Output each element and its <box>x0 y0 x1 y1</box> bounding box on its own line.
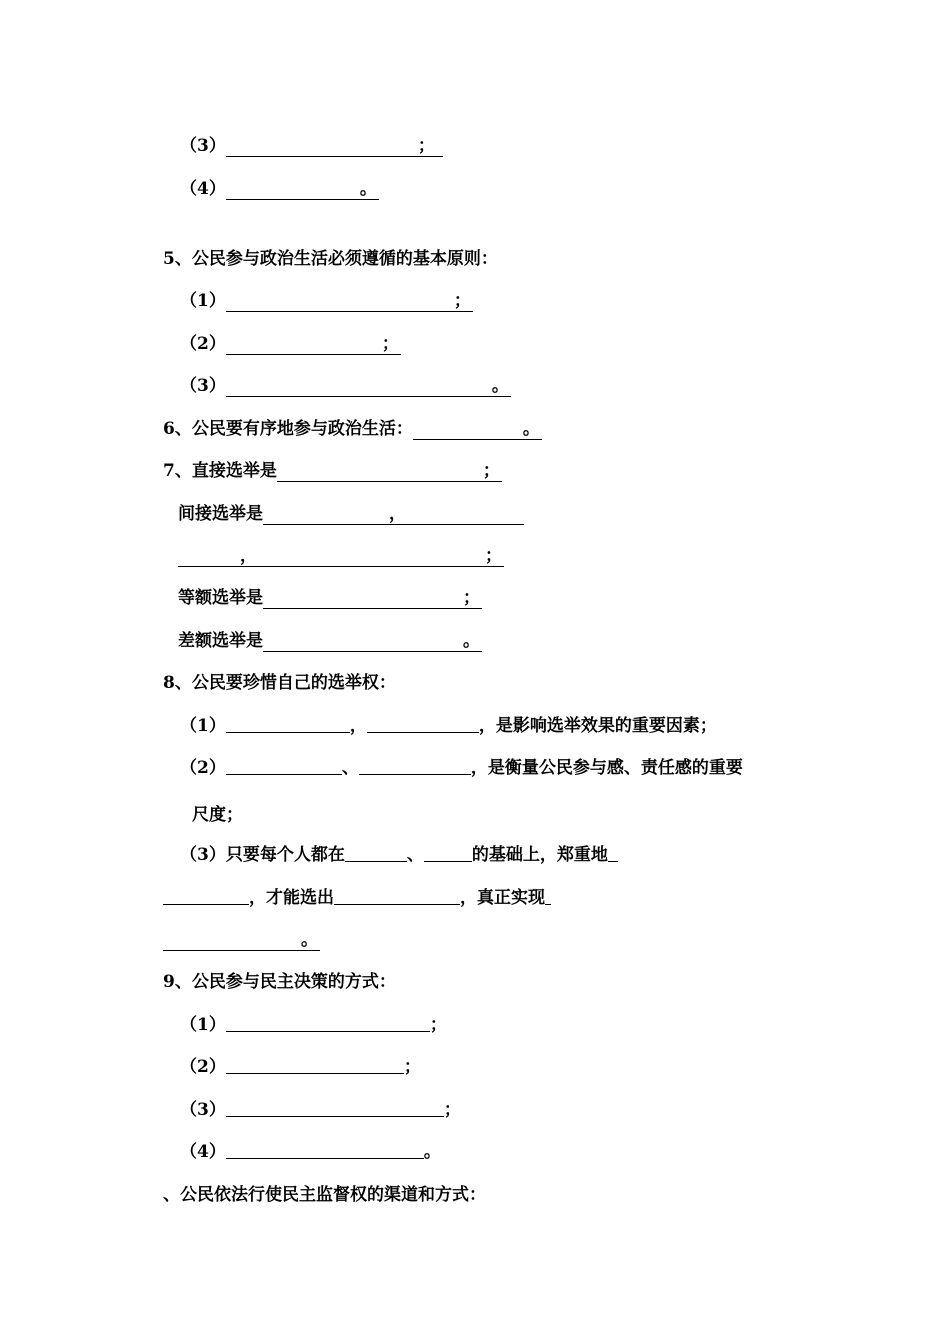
question-6: 6、公民要有序地参与政治生活： 。 <box>163 419 540 439</box>
q8-item-3-end <box>163 928 320 952</box>
answer-blank[interactable]: ； <box>226 334 401 355</box>
answer-blank[interactable]: ， ； <box>178 546 504 567</box>
q8-item-1: （1） ， ，是影响选举效果的重要因素； <box>180 716 717 736</box>
q8-item-3: （3）只要每个人都在 、 的基础上，郑重地 <box>180 843 618 867</box>
q8-item-2: （2） 、 ，是衡量公民参与感、责任感的重要 <box>180 758 743 778</box>
question-7-equal: 等额选举是 ； <box>178 588 480 608</box>
answer-blank[interactable] <box>226 756 342 775</box>
answer-blank[interactable]: ； <box>226 136 443 157</box>
answer-blank[interactable]: 。 <box>413 419 542 440</box>
answer-blank[interactable]: ， <box>263 504 524 525</box>
answer-blank[interactable] <box>424 843 472 862</box>
answer-blank[interactable] <box>226 1098 444 1117</box>
question-8-title: 8、公民要珍惜自己的选举权： <box>163 673 396 693</box>
answer-blank[interactable]: ； <box>277 461 502 482</box>
q4-item-4: （4） 。 <box>180 179 377 199</box>
question-7-indirect: 间接选举是 ， <box>178 502 524 526</box>
q8-item-3-cont: ，才能选出 ，真正实现 <box>163 886 551 910</box>
answer-blank[interactable] <box>545 886 551 905</box>
answer-blank[interactable] <box>226 1013 430 1032</box>
q8-item-2-cont: 尺度； <box>192 805 243 825</box>
q9-item-4: （4） 。 <box>180 1142 441 1162</box>
question-7-difference: 差额选举是 。 <box>178 631 480 651</box>
answer-blank[interactable] <box>226 1055 404 1074</box>
answer-blank[interactable]: ； <box>226 291 473 312</box>
answer-blank[interactable]: 。 <box>263 631 482 652</box>
q4-item-3: （3） ； <box>180 134 443 158</box>
answer-blank[interactable] <box>163 886 249 905</box>
question-7-indirect-cont <box>178 544 504 568</box>
question-7-direct: 7、直接选举是 ； <box>163 461 500 481</box>
answer-blank[interactable] <box>226 714 350 733</box>
q5-item-2: （2） ； <box>180 334 399 354</box>
q9-item-1: （1） ； <box>180 1015 447 1035</box>
answer-blank[interactable]: ； <box>263 588 482 609</box>
answer-blank[interactable]: 。 <box>163 930 320 951</box>
answer-blank[interactable] <box>608 843 618 862</box>
answer-blank[interactable] <box>226 1140 424 1159</box>
answer-blank[interactable]: 。 <box>226 376 511 397</box>
answer-blank[interactable] <box>334 886 460 905</box>
answer-blank[interactable] <box>345 843 407 862</box>
answer-blank[interactable]: 。 <box>226 179 379 200</box>
q9-item-2: （2） ； <box>180 1057 421 1077</box>
q9-item-3: （3） ； <box>180 1100 461 1120</box>
q5-item-1: （1） ； <box>180 291 471 311</box>
question-10-title: 、公民依法行使民主监督权的渠道和方式： <box>163 1185 486 1205</box>
answer-blank[interactable] <box>359 756 471 775</box>
answer-blank[interactable] <box>367 714 479 733</box>
question-9-title: 9、公民参与民主决策的方式： <box>163 972 396 992</box>
q5-item-3: （3） 。 <box>180 376 509 396</box>
question-5-title: 5、公民参与政治生活必须遵循的基本原则： <box>163 249 498 269</box>
